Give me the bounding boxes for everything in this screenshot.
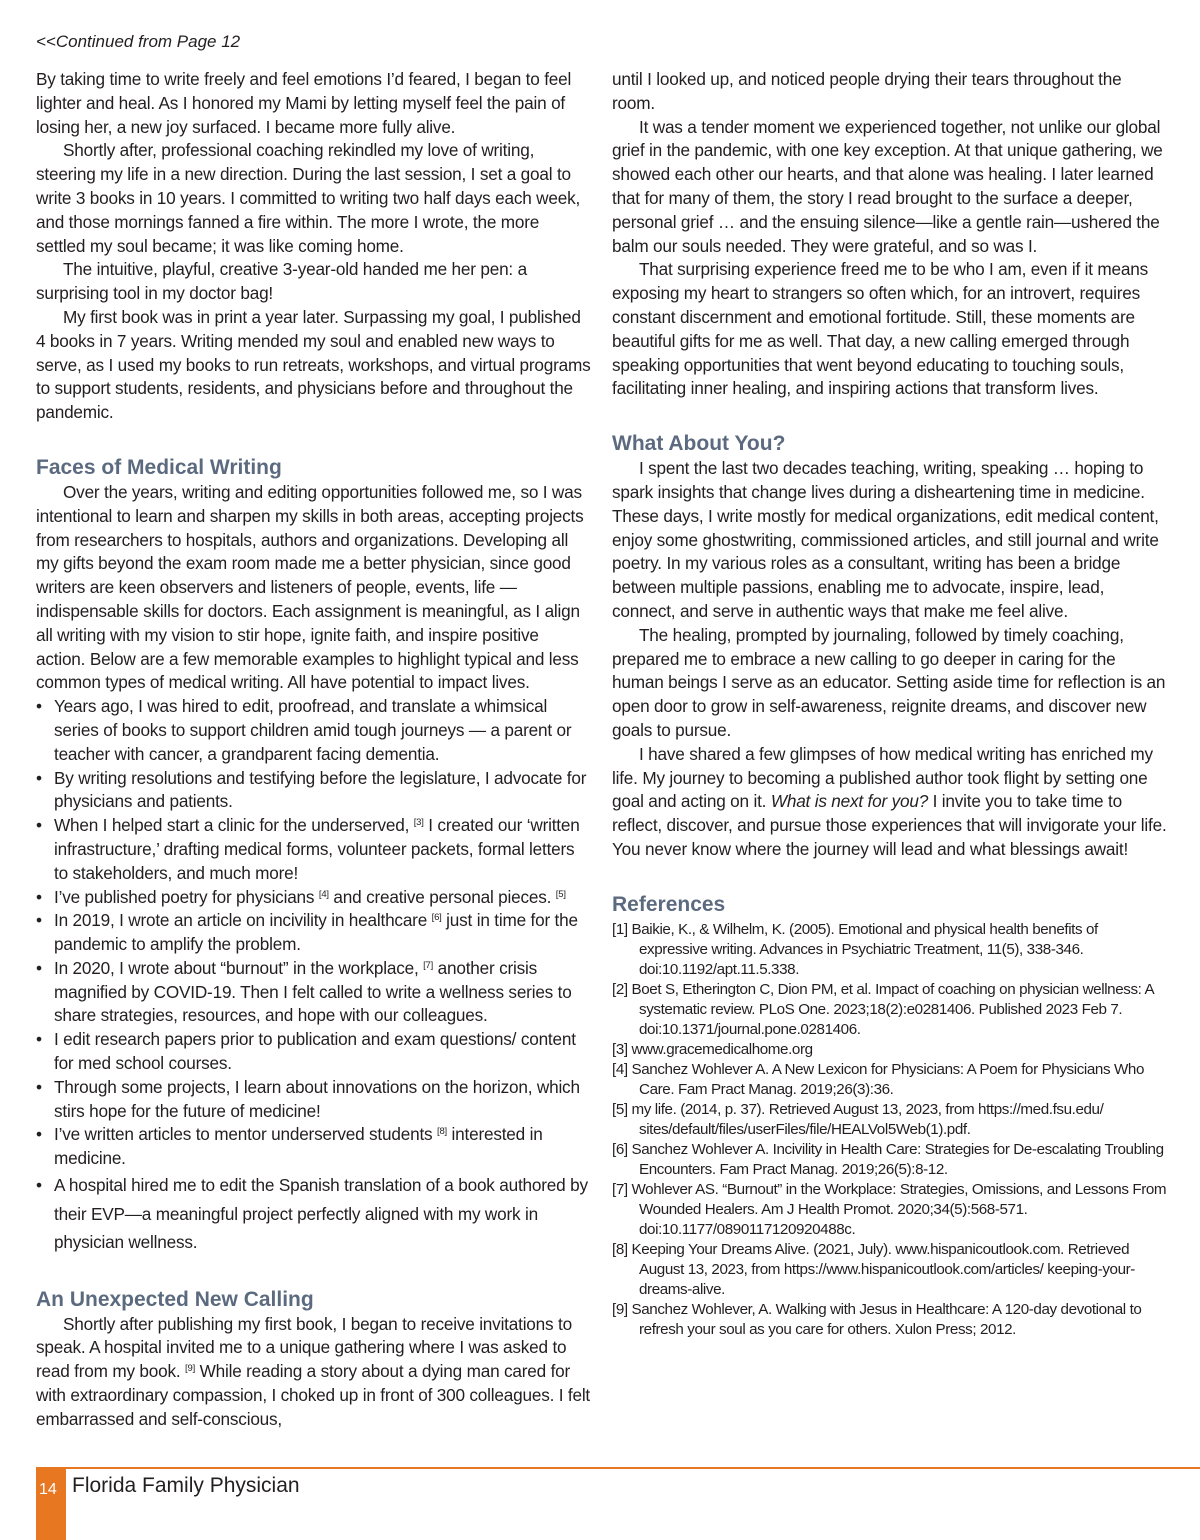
list-item (36, 1076, 592, 1124)
citation-ref: [6] (431, 912, 442, 924)
you-question: What is next for you? (770, 791, 929, 812)
you-text: I invite you to take time to reflect, discover, and pursue those experiences that will invigorate your life. You never know where the journey will lead and what blessings await! (612, 791, 1167, 859)
left-column (36, 68, 592, 1432)
citation-ref: [7] (423, 959, 434, 971)
you-text: I have shared a few glimpses of how medical writing has enriched my life. My journey to becoming a published author took flight by setting one goal and acting on it. (612, 743, 1153, 812)
intro-paragraph-4: My first book was in print a year later. Surpassing my goal, I published 4 books in 7 years. Writing mended my soul and enabled new ways to serve, as I used my books to run retreats, workshops, and virtual programs to support students, residents, and physicians before and throughout the pandemic. (36, 306, 591, 423)
you-paragraph-1: I spent the last two decades teaching, writing, speaking … hoping to spark insights that change lives during a disheartening time in medicine. These days, I write mostly for medical organizations, edit medical content, enjoy some ghostwriting, commissioned articles, and still journal and write poetry. In my various roles as a consultant, writing has been a bridge between multiple passions, enabling me to advocate, inspire, lead, connect, and serve in authentic ways that make me feel alive. (612, 458, 1159, 621)
reference-item: [4] Sanchez Wohlever A. A New Lexicon for Physicians: A Poem for Physicians Who Care. Fam Pract Manag. 2019;26(3):36. (612, 1060, 1145, 1098)
list-item-text: I edit research papers prior to publication and exam questions/ content for med school courses. (54, 1029, 576, 1074)
list-item-text: I’ve written articles to mentor underserved students (54, 1124, 433, 1145)
tender-moment-paragraph: It was a tender moment we experienced together, not unlike our global grief in the pandemic, with one key exception. At that unique gathering, we showed each other our hearts, and that alone was healing. I later learned that for many of them, the story I read brought to the surface a deeper, personal grief … and the ensuing silence—like a gentle rain—ushered the balm our souls needed. They were grateful, and so was I. (612, 116, 1163, 256)
list-item-text: just in time for the pandemic to amplify the problem. (54, 910, 578, 955)
you-paragraph-2: The healing, prompted by journaling, followed by timely coaching, prepared me to embrace a new calling to go deeper in caring for the human beings I serve as an educator. Setting aside time for reflection is an open door to grow in self-awareness, reignite dreams, and discover new goals to pursue. (612, 624, 1166, 740)
list-item-text: and creative personal pieces. (328, 886, 552, 907)
list-item (36, 1171, 592, 1257)
list-item (36, 767, 592, 815)
list-item (36, 957, 592, 1028)
reference-item: [7] Wohlever AS. “Burnout” in the Workplace: Strategies, Omissions, and Lessons From Wounded Healers. Am J Health Promot. 2020;34(5):568-571. doi:10.1177/0890117120920488c. (612, 1180, 1167, 1238)
faces-heading: Faces of Medical Writing (36, 455, 282, 479)
reference-item: [2] Boet S, Etherington C, Dion PM, et al. Impact of coaching on physician wellness: A systematic review. PLoS One. 2023;18(2):e0281406. Published 2023 Feb 7. doi:10.1371/journal.pone.0281406. (612, 980, 1154, 1038)
reference-item: [3] www.gracemedicalhome.org (612, 1040, 813, 1058)
right-column (612, 68, 1168, 1340)
continued-from-note: <<Continued from Page 12 (36, 32, 241, 51)
list-item (36, 1028, 592, 1076)
continuation-paragraph: until I looked up, and noticed people drying their tears throughout the room. (612, 69, 1122, 113)
citation-ref: [9] (185, 1363, 196, 1375)
list-item-text: By writing resolutions and testifying before the legislature, I advocate for physicians and patients. (54, 767, 587, 812)
footer-accent-bar (36, 1467, 66, 1540)
calling-text: While reading a story about a dying man cared for with extraordinary compassion, I choked up in front of 300 colleagues. I felt embarrassed and self-conscious, (36, 1361, 591, 1429)
citation-ref: [8] (437, 1126, 447, 1138)
what-about-you-heading: What About You? (612, 432, 786, 456)
list-item-text: another crisis magnified by COVID-19. Then I felt called to write a wellness series to share strategies, resources, and hope with our colleagues. (54, 957, 572, 1026)
list-item (36, 1123, 592, 1171)
footer-rule (36, 1467, 1200, 1469)
surprising-experience-paragraph: That surprising experience freed me to be who I am, even if it means exposing my heart to strangers so often which, for an introvert, requires constant discernment and emotional fortitude. Still, these moments are beautiful gifts for me as well. That day, a new calling emerged through speaking opportunities that went beyond educating to touching souls, facilitating inner healing, and inspiring actions that transform lives. (612, 259, 1148, 399)
reference-item: [6] Sanchez Wohlever A. Incivility in Health Care: Strategies for De-escalating Troubling Encounters. Fam Pract Manag. 2019;26(5):8-12. (612, 1140, 1164, 1178)
list-item-text: I created our ‘written infrastructure,’ drafting medical forms, volunteer packets, formal letters to stakeholders, and much more! (54, 815, 580, 883)
calling-text: Shortly after publishing my first book, I began to receive invitations to speak. A hospital invited me to a unique gathering where I was asked to read from my book. (36, 1313, 572, 1382)
list-item-text: In 2019, I wrote an article on incivility in healthcare (54, 910, 428, 931)
list-item-text: A hospital hired me to edit the Spanish translation of a book authored by their EVP—a meaningful project perfectly aligned with my work in physician wellness. (54, 1175, 588, 1253)
reference-item: [8] Keeping Your Dreams Alive. (2021, July). www.hispanicoutlook.com. Retrieved August 13, 2023, from https://www.hispanicoutlook.com/articles/ keeping-your-dreams-alive. (612, 1240, 1135, 1298)
citation-ref: [3] (413, 817, 424, 829)
intro-paragraph-3: The intuitive, playful, creative 3-year-old handed me her pen: a surprising tool in my doctor bag! (36, 259, 527, 304)
intro-paragraph-1: By taking time to write freely and feel emotions I’d feared, I began to feel lighter and heal. As I honored my Mami by letting myself feel the pain of losing her, a new joy surfaced. I became more fully alive. (36, 69, 572, 137)
reference-item: [1] Baikie, K., & Wilhelm, K. (2005). Emotional and physical health benefits of expressive writing. Advances in Psychiatric Treatment, 11(5), 338-346. doi:10.1192/apt.11.5.338. (612, 920, 1098, 978)
page-number: 14 (39, 1481, 57, 1498)
calling-heading: An Unexpected New Calling (36, 1287, 314, 1311)
references-list (612, 920, 1168, 1340)
citation-ref: [4] (318, 888, 329, 900)
reference-item: [9] Sanchez Wohlever, A. Walking with Jesus in Healthcare: A 120-day devotional to refresh your soul as you care for others. Xulon Press; 2012. (612, 1300, 1142, 1338)
reference-item: [5] my life. (2014, p. 37). Retrieved August 13, 2023, from https://med.fsu.edu/ sites/default/files/userFiles/file/HEALVol5Web(1).pdf. (612, 1100, 1104, 1138)
faces-paragraph: Over the years, writing and editing opportunities followed me, so I was intentional to learn and sharpen my skills in both areas, accepting projects from researchers to hospitals, authors and organizations. Developing all my gifts beyond the exam room made me a better physician, since good writers are keen observers and listeners of people, events, life — indispensable skills for doctors. Each assignment is meaningful, as I align all writing with my vision to stir hope, ignite faith, and inspire positive action. Below are a few memorable examples to highlight typical and less common types of medical writing. All have potential to impact lives. (36, 481, 584, 693)
list-item (36, 886, 592, 910)
references-heading: References (612, 892, 726, 916)
list-item-text: When I helped start a clinic for the underserved, (54, 815, 410, 836)
list-item-text: interested in medicine. (54, 1124, 543, 1169)
you-paragraph-3 (612, 743, 1168, 862)
list-item (36, 909, 592, 957)
list-item (36, 814, 592, 885)
list-item-text: Through some projects, I learn about innovations on the horizon, which stirs hope for the future of medicine! (54, 1076, 580, 1121)
citation-ref: [5] (555, 888, 566, 900)
intro-paragraph-2: Shortly after, professional coaching rekindled my love of writing, steering my life in a new direction. During the last session, I set a goal to write 3 books in 10 years. I committed to writing two half days each week, and those mornings fanned a fire within. The more I wrote, the more settled my soul became; it was like coming home. (36, 140, 581, 256)
list-item-text: I’ve published poetry for physicians (54, 886, 315, 907)
list-item-text: Years ago, I was hired to edit, proofread, and translate a whimsical series of books to support children amid tough journeys — a parent or teacher with cancer, a grandparent facing dementia. (54, 696, 572, 764)
list-item-text: In 2020, I wrote about “burnout” in the workplace, (54, 957, 419, 978)
writing-examples-list (36, 695, 592, 1256)
publication-name: Florida Family Physician (72, 1474, 300, 1497)
calling-paragraph (36, 1313, 592, 1432)
list-item (36, 695, 592, 766)
